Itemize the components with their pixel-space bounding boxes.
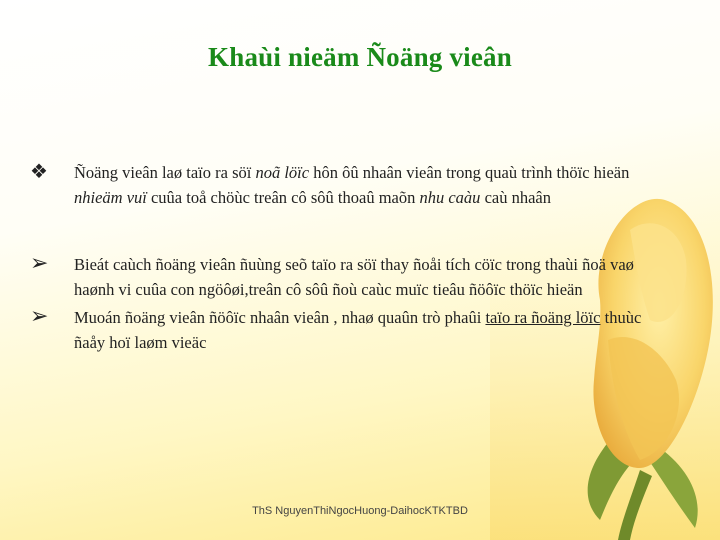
text-segment: cuûa toå chöùc treân cô sôû thoaû maõn xyxy=(146,188,420,207)
bullet-paragraph-2 xyxy=(30,252,670,302)
text-segment: Bieát caùch ñoäng vieân ñuùng seõ taïo ra söï thay ñoåi tích cöïc trong thaùi ñoä vaø haønh vi cuûa con ngöôøi,treân cô sôû ñoù caùc muïc tieâu ñöôïc thöïc hieän xyxy=(74,255,634,299)
arrow-bullet-icon: ➢ xyxy=(30,250,49,275)
text-segment-italic: nhieäm vuï xyxy=(74,188,147,207)
text-segment: thuùc ñaåy hoï laøm vieäc xyxy=(74,308,642,352)
text-segment-italic: nhu caàu xyxy=(419,188,481,207)
diamond-bullet-icon: ❖ xyxy=(30,161,48,183)
bullet-paragraph-3 xyxy=(30,305,670,355)
text-segment: Ñoäng vieân laø taïo ra söï xyxy=(74,163,256,182)
text-segment: caù nhaân xyxy=(480,188,551,207)
arrow-bullet-icon: ➢ xyxy=(30,303,49,328)
text-segment-italic: noã löïc xyxy=(255,163,310,182)
slide-footer: ThS NguyenThiNgocHuong-DaihocKTKTBD xyxy=(252,505,468,517)
slide-title: Khaùi nieäm Ñoäng vieân xyxy=(208,42,512,72)
bullet-paragraph-1 xyxy=(30,160,670,210)
text-segment-underlined: taïo ra ñoäng löïc xyxy=(485,308,601,327)
text-segment: hôn ôû nhaân vieân trong quaù trình thöïc hieän xyxy=(309,163,630,182)
slide-body xyxy=(30,160,670,355)
text-segment: Muoán ñoäng vieân ñöôïc nhaân vieân , nhaø quaûn trò phaûi xyxy=(74,308,486,327)
